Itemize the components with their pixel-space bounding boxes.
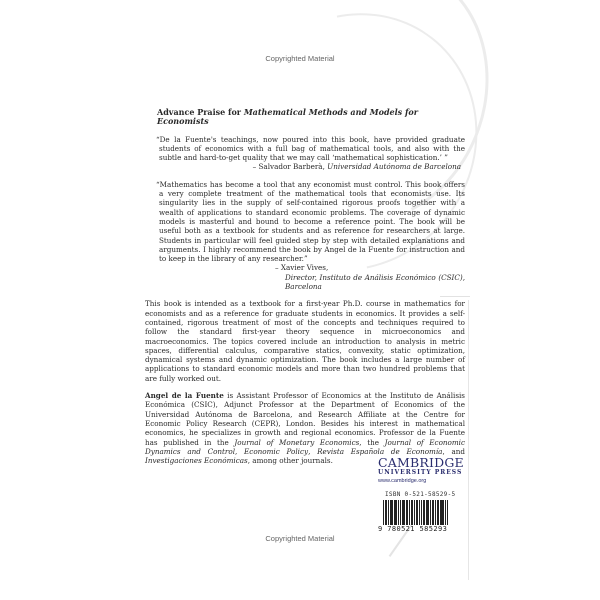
journal-name: Investigaciones Económicas <box>145 456 248 466</box>
quote-affiliation: Universidad Autónoma de Barcelona <box>327 162 461 172</box>
bio-text: , among other journals. <box>247 456 333 466</box>
isbn-label: ISBN 0-521-58529-5 <box>385 491 456 498</box>
book-description: This book is intended as a textbook for a first-year Ph.D. course in mathematics for economists and as a reference for graduate students in economics. It provides a self-contained, rigorous treatment of most of the concepts and techniques required to follow the standard first-year theory sequence in microeconomics and macroeconomics. The topics covered include an introduction to analysis in metric spaces, differential calculus, comparative statics, convexity, static optimization, dynamical systems and dynamic optimization. The book includes a large number of applications to standard economic models and more than two hundred problems that are fully worked out. <box>145 299 465 383</box>
barcode-number: 9 780521 585293 <box>378 525 448 533</box>
cover-text <box>145 108 465 473</box>
journal-name: Revista Española de Economía <box>317 446 443 456</box>
praise-heading <box>145 108 465 127</box>
journal-name: Journal of Economic Dynamics and Control <box>145 437 465 456</box>
quote-author: – Salvador Barberà, <box>252 162 328 172</box>
bio-text: , <box>235 446 245 456</box>
praise-quote-1 <box>145 135 465 172</box>
bio-text: , <box>308 446 318 456</box>
praise-quote-2 <box>145 180 465 292</box>
quote-text: “De la Fuente's teachings, now poured into this book, have provided graduate students of economics with a full bag of mathematical tools, and also with the subtle and hard-to-get quality that we may call ‘mathematical sophistication.’ ” <box>156 134 465 163</box>
book-title: Mathematical Methods and Models for Economists <box>157 107 418 127</box>
journal-name: Journal of Monetary Economics <box>234 437 360 447</box>
praise-heading-prefix: Advance Praise for <box>157 107 244 117</box>
publisher-url: www.cambridge.org <box>378 478 427 484</box>
quote-author: – Xavier Vives, <box>275 263 329 273</box>
quote-attribution <box>145 162 465 171</box>
publisher-name: CAMBRIDGE <box>378 455 464 470</box>
copyright-watermark-top: Copyrighted Material <box>265 54 335 63</box>
quote-affiliation: Director, Instituto de Análisis Económico (CSIC), Barcelona <box>285 272 465 292</box>
bio-text: , and <box>442 446 465 456</box>
bio-text: is Assistant Professor of Economics at the Instituto de Análisis Económica (CSIC), Adjunct Professor at the Department of Economics of the Universidad Autónoma de Barcelona, and Research Affiliate at the Centre for Economic Policy Research (CEPR), London. Besides his interest in mathematical economics, he specializes in growth and regional economics. Professor de la Fuente has published in the <box>145 391 465 447</box>
publisher-subname: UNIVERSITY PRESS <box>378 469 463 476</box>
barcode-icon <box>383 500 449 525</box>
page-edge-line <box>468 300 469 580</box>
bio-text: , the <box>359 437 385 447</box>
quote-text: “Mathematics has become a tool that any economist must control. This book offers a very complete treatment of the mathematical tools that economists use. Its singularity lies in the supply of self-contained rigorous proofs together with a wealth of applications to standard economic problems. The coverage of dynamic models is masterful and bound to become a reference point. The book will be useful both as a textbook for students and as reference for researchers at large. Students in particular will feel guided step by step with detailed explanations and arguments. I highly recommend the book by Angel de la Fuente for instruction and to keep in the library of any researcher.” <box>156 179 465 264</box>
journal-name: Economic Policy <box>244 446 309 456</box>
publisher-logo <box>378 456 470 486</box>
copyright-watermark-bottom: Copyrighted Material <box>265 534 335 543</box>
author-name: Angel de la Fuente <box>145 391 224 401</box>
